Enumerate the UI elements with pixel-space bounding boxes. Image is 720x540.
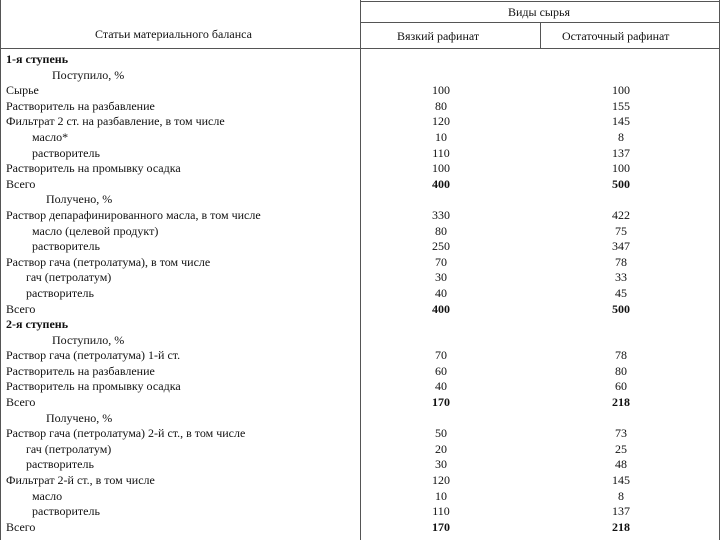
- table-row: [0, 255, 720, 271]
- table-row: [0, 333, 720, 349]
- row-label: масло: [32, 488, 63, 503]
- value-col1: 170: [432, 519, 450, 534]
- value-col1: 110: [432, 504, 450, 519]
- table-row: [0, 473, 720, 489]
- value-col1: 10: [435, 129, 447, 144]
- row-label: Растворитель на разбавление: [6, 363, 155, 378]
- value-col2: 500: [612, 176, 630, 191]
- row-label: Раствор депарафинированного масла, в том числе: [6, 207, 261, 222]
- value-col1: 20: [435, 441, 447, 456]
- value-col1: 70: [435, 254, 447, 269]
- table-row: [0, 177, 720, 193]
- header-col2: Остаточный рафинат: [562, 29, 670, 43]
- value-col1: 110: [432, 145, 450, 160]
- row-label: Сырье: [6, 83, 39, 98]
- value-col2: 422: [612, 207, 630, 222]
- row-label: Раствор гача (петролатума) 1-й ст.: [6, 348, 181, 363]
- table-row: [0, 208, 720, 224]
- value-col2: 48: [615, 457, 627, 472]
- table-row: [0, 442, 720, 458]
- table-row: [0, 379, 720, 395]
- row-label: 1-я ступень: [6, 52, 69, 66]
- row-label: Получено, %: [46, 192, 113, 207]
- value-col1: 400: [432, 301, 450, 316]
- table-row: [0, 317, 720, 333]
- value-col1: 120: [432, 114, 450, 129]
- value-col2: 100: [612, 83, 630, 98]
- row-label: растворитель: [32, 504, 100, 519]
- row-label: Фильтрат 2 ст. на разбавление, в том числе: [6, 114, 225, 129]
- table-row: [0, 504, 720, 520]
- row-label: растворитель: [26, 285, 94, 300]
- row-label: Поступило, %: [52, 67, 125, 82]
- table-row: [0, 161, 720, 177]
- value-col2: 33: [615, 270, 627, 285]
- value-col1: 400: [432, 176, 450, 191]
- row-label: Растворитель на промывку осадка: [6, 161, 181, 176]
- table-row: [0, 348, 720, 364]
- row-label: Поступило, %: [52, 332, 125, 347]
- value-col1: 80: [435, 223, 447, 238]
- row-label: масло (целевой продукт): [32, 223, 159, 238]
- row-label: Раствор гача (петролатума) 2-й ст., в том числе: [6, 426, 246, 441]
- value-col2: 500: [612, 301, 630, 316]
- value-col1: 30: [435, 270, 447, 285]
- value-col1: 170: [432, 395, 450, 410]
- value-col1: 10: [435, 488, 447, 503]
- table-row: [0, 457, 720, 473]
- value-col2: 8: [618, 129, 624, 144]
- value-col1: 40: [435, 285, 447, 300]
- row-label: Всего: [6, 176, 36, 191]
- value-col2: 145: [612, 114, 630, 129]
- table-row: [0, 270, 720, 286]
- value-col2: 145: [612, 473, 630, 488]
- row-label: Растворитель на разбавление: [6, 98, 155, 113]
- row-label: Фильтрат 2-й ст., в том числе: [6, 473, 155, 488]
- top-border: [360, 1, 720, 2]
- value-col2: 45: [615, 285, 627, 300]
- value-col1: 40: [435, 379, 447, 394]
- row-label: Растворитель на промывку осадка: [6, 379, 181, 394]
- value-col1: 330: [432, 207, 450, 222]
- table-row: [0, 99, 720, 115]
- row-label: Раствор гача (петролатума), в том числе: [6, 254, 211, 269]
- value-col1: 60: [435, 363, 447, 378]
- value-col1: 30: [435, 457, 447, 472]
- value-col1: 120: [432, 473, 450, 488]
- row-label: растворитель: [32, 145, 100, 160]
- value-col1: 100: [432, 83, 450, 98]
- table-row: [0, 364, 720, 380]
- row-label: Всего: [6, 395, 36, 410]
- row-label: Всего: [6, 301, 36, 316]
- value-col2: 78: [615, 254, 627, 269]
- header-col1: Вязкий рафинат: [397, 29, 480, 43]
- table-row: [0, 224, 720, 240]
- table-row: [0, 395, 720, 411]
- table-body: [0, 52, 720, 535]
- value-col2: 78: [615, 348, 627, 363]
- table-row: [0, 302, 720, 318]
- value-column-divider: [540, 22, 541, 48]
- table-row: [0, 239, 720, 255]
- value-col1: 70: [435, 348, 447, 363]
- value-col1: 250: [432, 239, 450, 254]
- value-col2: 60: [615, 379, 627, 394]
- value-col2: 218: [612, 519, 630, 534]
- row-label: Получено, %: [46, 410, 113, 425]
- value-col2: 80: [615, 363, 627, 378]
- table-row: [0, 489, 720, 505]
- table-row: [0, 426, 720, 442]
- value-col2: 75: [615, 223, 627, 238]
- row-label: гач (петролатум): [26, 270, 112, 285]
- value-col2: 73: [615, 426, 627, 441]
- row-label: масло*: [32, 129, 69, 144]
- row-label: 2-я ступень: [6, 317, 69, 332]
- table-row: [0, 83, 720, 99]
- table-row: [0, 68, 720, 84]
- value-col2: 155: [612, 98, 630, 113]
- row-label: гач (петролатум): [26, 441, 112, 456]
- value-col2: 8: [618, 488, 624, 503]
- table-row: [0, 114, 720, 130]
- table-row: [0, 192, 720, 208]
- value-col1: 80: [435, 98, 447, 113]
- header-label-column: Статьи материального баланса: [95, 27, 252, 41]
- row-label: растворитель: [26, 457, 94, 472]
- table-row: [0, 146, 720, 162]
- table-row: [0, 286, 720, 302]
- table-row: [0, 52, 720, 68]
- value-col2: 100: [612, 161, 630, 176]
- value-col2: 137: [612, 504, 630, 519]
- table-row: [0, 130, 720, 146]
- row-label: растворитель: [32, 239, 100, 254]
- value-col2: 347: [612, 239, 630, 254]
- value-col1: 100: [432, 161, 450, 176]
- value-col2: 25: [615, 441, 627, 456]
- value-col1: 50: [435, 426, 447, 441]
- table-row: [0, 520, 720, 536]
- value-col2: 218: [612, 395, 630, 410]
- table-row: [0, 411, 720, 427]
- row-label: Всего: [6, 519, 36, 534]
- value-col2: 137: [612, 145, 630, 160]
- header-group-title: Виды сырья: [508, 5, 570, 19]
